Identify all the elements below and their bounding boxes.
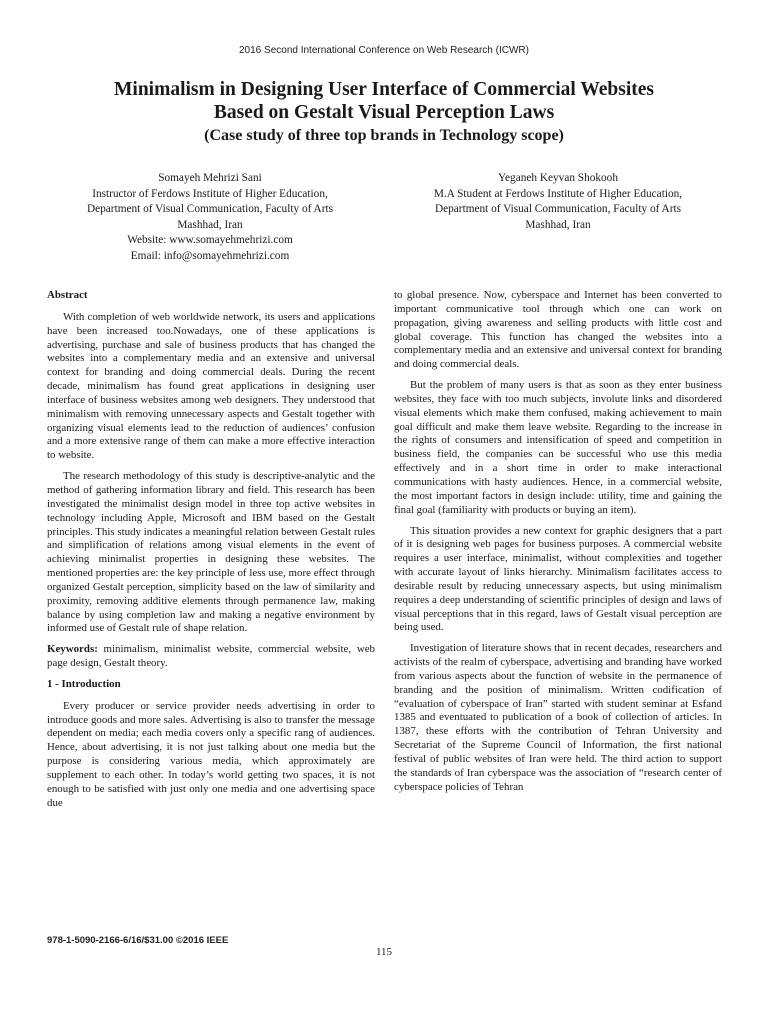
author-block-1 (40, 171, 380, 264)
author-website: Website: www.somayehmehrizi.com (127, 234, 293, 246)
keywords-text: minimalism, minimalist website, commercial website, web page design, Gestalt theory. (47, 643, 375, 670)
paper-title-line-2: Based on Gestalt Visual Perception Laws (213, 102, 555, 123)
section-heading-introduction: 1 - Introduction (47, 677, 121, 690)
author-name: Somayeh Mehrizi Sani (158, 172, 262, 184)
keywords (47, 643, 375, 671)
copyright-footer: 978-1-5090-2166-6/16/$31.00 ©2016 IEEE (47, 935, 229, 946)
body-paragraph: This situation provides a new context for graphic designers that a part of it is designing web pages for business purposes. A commercial website requires a user interface, minimalist, without complexities and together with accurate layout of links hierarchy. Minimalism facilitates access to desirable result by reducing unnecessary aspects, but using minimalism requires a deep understanding of scientific principles of design and laws of visual perceptions that in this regard, laws of Gestalt visual perception are being used. (394, 524, 722, 634)
body-paragraph: Investigation of literature shows that in recent decades, researchers and activists of the realm of cyberspace, advertising and branding have worked from various aspects about the function of website in the permanence of branding and the position of minimalism. Written codification of “evaluation of cyberspace of Iran” started with student seminar at Esfand 1385 and eventuated to publication of a book of collection of articles. In 1387, these efforts with the contribution of Tehran University and Secretariat of the Supreme Council of Information, the first national festival of public websites of Iran were held. The third action to support the standards of Iran cyberspace was the association of “research center of cyberspace policies of Tehran (394, 642, 722, 793)
right-column (394, 289, 722, 802)
body-paragraph: But the problem of many users is that as soon as they enter business websites, they face with too much subjects, involute links and disordered visual elements which make them confused, making achievement to main goal difficult and make them leave website. Regarding to the increase in the rights of consumers and intensification of speed and competition in business field, the companies can be successful who use this media effectively and in a short time in order to make interactional communications with hasty audiences. Hence, in a commercial website, the most important factors in design include: utility, time and gaining the final goal (familiarity with products or buying an item). (394, 379, 722, 516)
page-number: 115 (375, 946, 393, 958)
conference-header: 2016 Second International Conference on Web Research (ICWR) (239, 45, 529, 56)
left-column (47, 289, 375, 818)
paper-subtitle: (Case study of three top brands in Technology scope) (204, 127, 564, 144)
author-location: Mashhad, Iran (177, 218, 243, 231)
author-affiliation-line: M.A Student at Ferdows Institute of Higher Education, (433, 187, 683, 200)
author-affiliation-line: Department of Visual Communication, Faculty of Arts (86, 203, 334, 215)
body-paragraph: to global presence. Now, cyberspace and Internet has been converted to important communicative tool through which one can work on propagation, giving awareness and selling products with little cost and global coverage. This function has changed the websites into a complementary media and an extensive and universal context for branding and doing commercial deals. (394, 289, 722, 371)
abstract-heading: Abstract (47, 289, 88, 301)
abstract-paragraph: The research methodology of this study is descriptive-analytic and the method of gathering information library and field. This research has been investigated the minimalist design model in three top active websites in technology including Apple, Microsoft and IBM based on the Gestalt principles. This study indicates a meaningful relation between Gestalt rules and simplification of relations among visual elements in the event of achieving minimalist properties in designing these websites. The mentioned properties are: the key principle of less use, more effect through organized Gestalt perception, simplicity based on the law of similarity and proximity, removing additive elements through permanence law, making balance by using completion law and making a negative environment by informed use of Gestalt rule of shape relation. (47, 470, 375, 635)
author-location: Mashhad, Iran (525, 218, 591, 231)
author-name: Yeganeh Keyvan Shokooh (498, 172, 618, 184)
body-paragraph: Every producer or service provider needs advertising in order to introduce goods and more sales. Advertising is also to transfer the message dependent on media; each media covers only a specific rang of audiences. Hence, about advertising, it is not just talking about one media but the purpose is considering various media, which approximately are supplement to each other. In today’s world getting two spaces, it is not enough to be satisfied with just only one media and one advertising space due (47, 699, 375, 809)
author-affiliation-line: Instructor of Ferdows Institute of Higher Education, (92, 187, 328, 200)
paper-title (40, 78, 728, 124)
author-affiliation-line: Department of Visual Communication, Faculty of Arts (434, 203, 682, 215)
author-email: Email: info@somayehmehrizi.com (130, 249, 290, 262)
abstract-paragraph: With completion of web worldwide network, its users and applications have been increased too.Nowadays, one of these applications is advertising, purchase and sale of business products that has changed the websites into a complementary media and an extensive and universal context for branding and doing commercial deals. During the recent decade, minimalism has found great applications in designing user interface of business websites among web designers. They understood that minimalism with removing unnecessary aspects and Gestalt together with organizing visual elements lead to the reduction of audiences’ confusion and a more extensive range of them can make a more effective interaction to website. (47, 310, 375, 462)
keywords-label: Keywords: (47, 643, 98, 656)
paper-title-line-1: Minimalism in Designing User Interface of Commercial Websites (114, 79, 654, 100)
author-block-2 (388, 171, 728, 233)
